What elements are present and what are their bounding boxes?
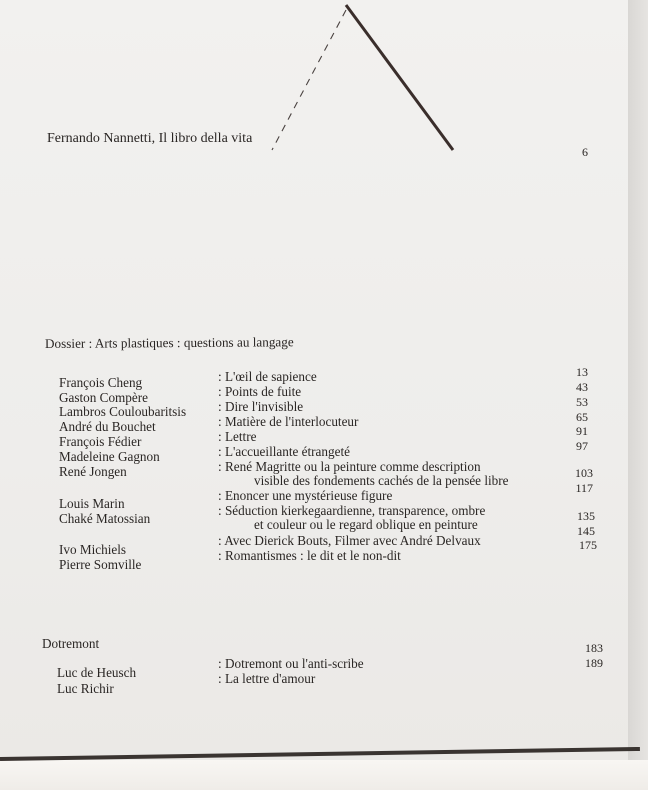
toc-title: : L'œil de sapience — [218, 369, 317, 384]
dotremont-title: Dotremont — [42, 636, 100, 651]
toc-title-continuation: visible des fondements cachés de la pensée libre — [254, 473, 509, 488]
toc-author: François Fédier — [59, 434, 142, 449]
toc-author: Chaké Matossian — [59, 511, 151, 526]
toc-page-number: 189 — [585, 656, 603, 670]
toc-page-number: 183 — [585, 641, 603, 655]
toc-author: François Cheng — [59, 375, 143, 390]
header-page-number: 6 — [582, 145, 588, 159]
toc-title: : Lettre — [218, 429, 257, 444]
toc-page-number: 43 — [576, 380, 588, 394]
toc-page-number: 117 — [575, 481, 593, 495]
toc-author: Louis Marin — [59, 496, 125, 511]
toc-author: Luc Richir — [57, 681, 114, 696]
toc-title: : L'accueillante étrangeté — [218, 444, 350, 459]
toc-page-number: 175 — [579, 538, 597, 552]
toc-author: Pierre Somville — [59, 557, 142, 572]
toc-author: Luc de Heusch — [57, 665, 137, 680]
dashed-stroke — [272, 10, 346, 150]
toc-title: : Enoncer une mystérieuse figure — [218, 488, 393, 503]
toc-author: René Jongen — [59, 464, 127, 479]
toc-title: : Points de fuite — [218, 384, 302, 399]
toc-page-number: 13 — [576, 365, 588, 379]
toc-title: : Dotremont ou l'anti-scribe — [218, 656, 364, 671]
toc-page-number: 103 — [575, 466, 593, 480]
toc-title: : Avec Dierick Bouts, Filmer avec André Delvaux — [218, 533, 481, 548]
toc-title: : Séduction kierkegaardienne, transparence, ombre — [218, 503, 486, 518]
page-shadow — [628, 0, 648, 760]
toc-title: : La lettre d'amour — [218, 671, 316, 686]
solid-stroke — [346, 5, 453, 150]
toc-author: Ivo Michiels — [59, 542, 127, 557]
toc-page-number: 53 — [576, 395, 588, 409]
toc-page-number: 91 — [576, 424, 588, 438]
surface — [0, 760, 648, 790]
toc-author: Gaston Compère — [59, 390, 148, 405]
header-entry: Fernando Nannetti, Il libro della vita — [47, 131, 253, 146]
toc-page-number: 145 — [577, 524, 595, 538]
toc-title: : René Magritte ou la peinture comme description — [218, 459, 481, 474]
toc-title: : Matière de l'interlocuteur — [218, 414, 359, 429]
toc-author: Lambros Couloubaritsis — [59, 404, 187, 419]
toc-page-number: 65 — [576, 410, 588, 424]
toc-page-number: 97 — [576, 439, 588, 453]
toc-title: : Romantismes : le dit et le non-dit — [218, 548, 401, 563]
toc-title: : Dire l'invisible — [218, 399, 304, 414]
toc-page-number: 135 — [577, 509, 595, 523]
toc-author: André du Bouchet — [59, 419, 156, 434]
toc-title-continuation: et couleur ou le regard oblique en peinture — [254, 517, 478, 532]
dossier-title: Dossier : Arts plastiques : questions au langage — [44, 334, 294, 351]
toc-author: Madeleine Gagnon — [59, 449, 160, 464]
